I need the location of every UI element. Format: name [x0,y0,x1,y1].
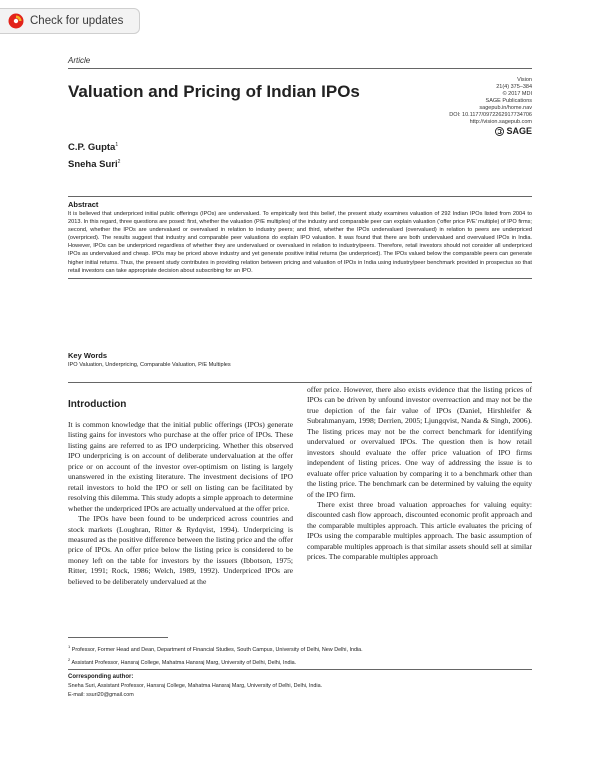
author-2 [68,155,120,172]
corresponding-author [68,673,532,700]
sage-logo-icon [495,127,504,136]
keywords-heading: Key Words [68,351,108,360]
journal-doi[interactable]: DOI: 10.1177/0972262917734706 [449,112,532,118]
author-1 [68,138,120,155]
footnote-1-text: Professor, Former Head and Dean, Department of Financial Studies, South Campus, University of Delhi, New Delhi, India. [71,646,363,653]
corresponding-email[interactable]: E-mail: ssuri20@gmail.com [68,692,134,698]
keywords-text: IPO Valuation, Underpricing, Comparable Valuation, P/E Multiples [68,362,231,368]
author-1-affiliation-mark: 1 [115,142,119,148]
footnote-2-text: Assistant Professor, Hansraj College, Mahatma Hansraj Marg, University of Delhi, Delhi, India. [71,659,297,666]
intro-paragraph-2: The IPOs have been found to be underpriced across countries and stock markets (Loughran, Ritter & Rydqvist, 1994). Underpricing is measured as the positive difference between the listing price and the offer price of IPOs. An offer price below the listing price is considered to be money left on the table for investors by the issuers (Ibbotson, 1975; Ritter, 1991; Rock, 1986; Welch, 1989, 1992). Underpriced IPOs are believed to be deliberately undervalued at the [68,514,293,586]
header-rule [68,68,532,69]
footnote-1-mark: 1 [68,644,71,649]
article-title: Valuation and Pricing of Indian IPOs [68,82,360,101]
journal-url[interactable]: http://vision.sagepub.com [469,119,532,125]
abstract-heading: Abstract [68,200,99,209]
journal-info [412,77,532,139]
footnote-rule [68,637,168,638]
corresponding-details: Sneha Suri, Assistant Professor, Hansraj College, Mahatma Hansraj Marg, University of Delhi, Delhi, India. [68,683,323,689]
abstract-section [68,196,532,279]
author-1-name: C.P. Gupta [68,142,116,154]
check-for-updates-badge[interactable] [0,8,140,34]
author-list [68,138,120,172]
check-for-updates-icon [8,13,24,29]
intro-paragraph-1: It is common knowledge that the initial public offerings (IPOs) generate listing gains for investors who purchase at the offer price of IPOs. These listing gains are referred to as IPO underpricing. Whether this observed IPO underpricing is on account of deliberate undervaluation at the offer price or on account of the investor over-optimism on listing is largely unanswered in the existing literature. The investment decisions of IPO retail investors to hold the IPO or sell on listing can be facilitated by resolving this dilemma. This study adopts a simple approach to determine whether the underpriced IPOs are actually undervalued at the offer price. [68,420,293,513]
check-for-updates-label: Check for updates [30,15,124,27]
author-2-affiliation-mark: 2 [117,159,121,166]
footnote-2-mark: 2 [68,656,71,662]
right-column [307,385,532,563]
sage-logo-text: SAGE [506,126,532,136]
abstract-text: It is believed that underpriced initial public offerings (IPOs) are undervalued. To empirically test this belief, the present study examines valuation of 292 Indian IPOs listed from 2004 to 2013. In this regard, three questions are posed: first, whether the valuation (P/E multiples) of the industry and comparable peer can explain valuation (‘offer price P/E’ multiple) of IPO firms; second, whether the IPOs are undervalued or overvalued in relation to industry peers; and third, whether the IPOs undervalued (overvalued) in relation to peers are underpriced (overpriced). The results suggest that industry and comparable peer valuations do explain IPO valuation. It was found that there are both undervalued and overvalued IPOs in India. However, IPOs can be underpriced regardless of whether they are undervalued or overvalued in relation to industry/peers. Therefore, retail investors should not consider all underpriced IPOs as undervalued and cheap. IPOs may be priced above industry and yet generate positive initial returns (be underpriced). The IPOs valued below the comparable peers can generate higher initial returns. Thus, the present study contributes in providing relation between pricing and valuation of IPOs in India using industry/peer benchmark provided in prospectus so that retail investors can take appropriate decision about subscribing for an IPO. [68,211,532,274]
journal-volume: 21(4) 375–384 [496,84,532,90]
intro-paragraph-3: offer price. However, there also exists evidence that the listing prices of IPOs can be driven by unfound investor overreaction and may not be the true depiction of the fair value of IPOs (Daniel, Hirshleifer & Subrahmanyam, 1998; Derrien, 2005; Ljungqvist, Nanda & Singh, 2006). The listing prices may not be the correct benchmark for identifying undervalued or overvalued IPOs. The question then is how retail investors should evaluate the offer price valuation of IPO firms independent of listing prices. One way of addressing the issue is to evaluate offer price valuation by comparing it to a benchmark other than the listing price. The benchmark can be determined by valuing the equity of the IPO firm. [307,385,532,499]
intro-paragraph-4: There exist three broad valuation approaches for valuing equity: discounted cash flow approach, discounted economic profit approach and the comparable multiples approach. This article evaluates the pricing of IPOs using the comparable multiples approach. The basic assumption of comparable multiples approach is that similar assets should sell at similar prices. The comparable multiples approach [307,499,532,562]
footnote-1 [68,642,532,655]
article-type-label: Article [68,56,91,65]
footnotes [68,642,532,668]
corresponding-rule [68,669,532,670]
corresponding-heading: Corresponding author: [68,674,134,680]
journal-home-url[interactable]: sagepub.in/home.nav [479,105,532,111]
journal-copyright: © 2017 MDI [502,91,532,97]
journal-name: Vision [517,77,532,83]
footnote-2 [68,655,532,668]
journal-publisher: SAGE Publications [485,98,532,104]
author-2-name: Sneha Suri [68,159,118,171]
introduction-heading: Introduction [68,399,127,410]
left-column [68,420,293,587]
sage-logo [495,127,532,136]
keywords-rule [68,382,532,383]
